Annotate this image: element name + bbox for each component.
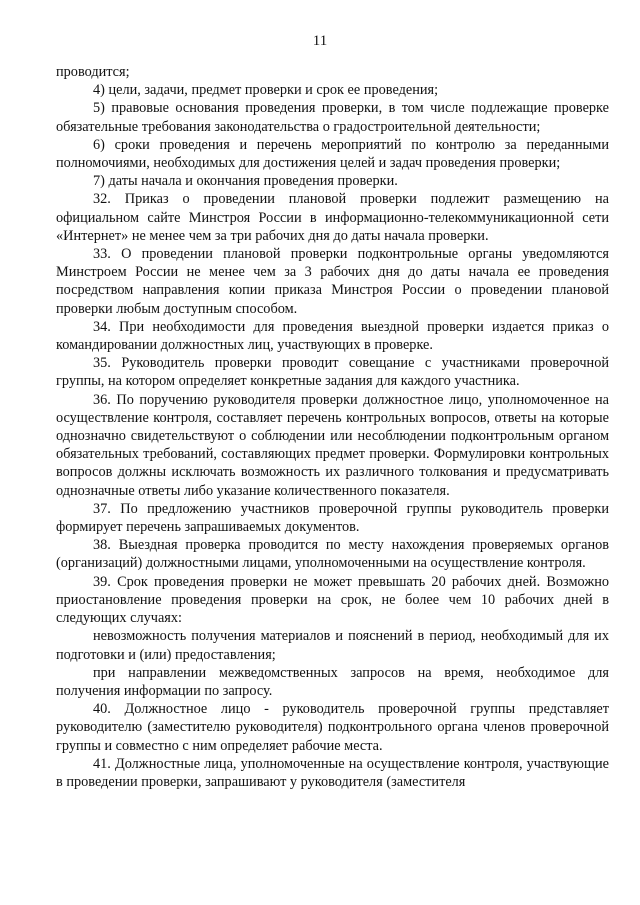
- paragraph-35: 35. Руководитель проверки проводит совещание с участниками проверочной группы, на котором определяет конкретные задания для каждого участника.: [56, 355, 609, 390]
- document-body: [56, 63, 609, 791]
- paragraph-item-5: 5) правовые основания проведения проверки, в том числе подлежащие проверке обязательные требования законодательства о градостроительной деятельности;: [56, 100, 609, 135]
- paragraph-41: 41. Должностные лица, уполномоченные на осуществление контроля, участвующие в проведении проверки, запрашивают у руководителя (заместителя: [56, 755, 609, 790]
- paragraph-continuation: проводится;: [56, 64, 130, 80]
- paragraph-34: 34. При необходимости для проведения выездной проверки издается приказ о командировании должностных лиц, участвующих в проверке.: [56, 318, 609, 354]
- paragraph-39: 39. Срок проведения проверки не может превышать 20 рабочих дней. Возможно приостановление проведения проверки на срок, не более чем 10 рабочих дней в следующих случаях:: [56, 573, 609, 627]
- paragraph-39-case-1: невозможность получения материалов и пояснений в период, необходимый для их подготовки и (или) предоставления;: [56, 628, 609, 663]
- page-number: 11: [312, 33, 328, 49]
- paragraph-39-case-2: при направлении межведомственных запросов на время, необходимое для получения информации по запросу.: [56, 664, 609, 699]
- paragraph-38: 38. Выездная проверка проводится по месту нахождения проверяемых органов (организаций) должностными лицами, уполномоченными на осуществление контроля.: [56, 537, 609, 572]
- paragraph-37: 37. По предложению участников проверочной группы руководитель проверки формирует перечень запрашиваемых документов.: [56, 500, 609, 536]
- paragraph-32: 32. Приказ о проведении плановой проверки подлежит размещению на официальном сайте Минстроя России в информационно-телекоммуникационной сети «Интернет» не менее чем за три рабочих дня до даты начала проверки.: [56, 191, 609, 244]
- paragraph-item-6: 6) сроки проведения и перечень мероприятий по контролю за переданными полномочиями, необходимых для достижения целей и задач проведения проверки;: [56, 136, 609, 172]
- paragraph-40: 40. Должностное лицо - руководитель проверочной группы представляет руководителю (заместителю руководителя) подконтрольного органа членов проверочной группы и совместно с ним определяет рабочие места.: [56, 701, 609, 754]
- paragraph-item-7: 7) даты начала и окончания проведения проверки.: [93, 173, 398, 190]
- paragraph-36: 36. По поручению руководителя проверки должностное лицо, уполномоченное на осуществление контроля, составляет перечень контрольных вопросов, ответы на которые однозначно свидетельствуют о соблюдении или несоблюдении подконтрольным органом обязательных требований, составляющих предмет проверки. Формулировки контрольных вопросов должны исключать возможность их различного толкования и предусматривать однозначные ответы либо указание количественного показателя.: [56, 391, 609, 499]
- paragraph-33: 33. О проведении плановой проверки подконтрольные органы уведомляются Минстроем России не менее чем за 3 рабочих дня до даты начала ее проведения посредством направления копии приказа Минстроя России о проведении плановой проверки любым доступным способом.: [56, 246, 609, 317]
- paragraph-item-4: 4) цели, задачи, предмет проверки и срок ее проведения;: [93, 82, 439, 99]
